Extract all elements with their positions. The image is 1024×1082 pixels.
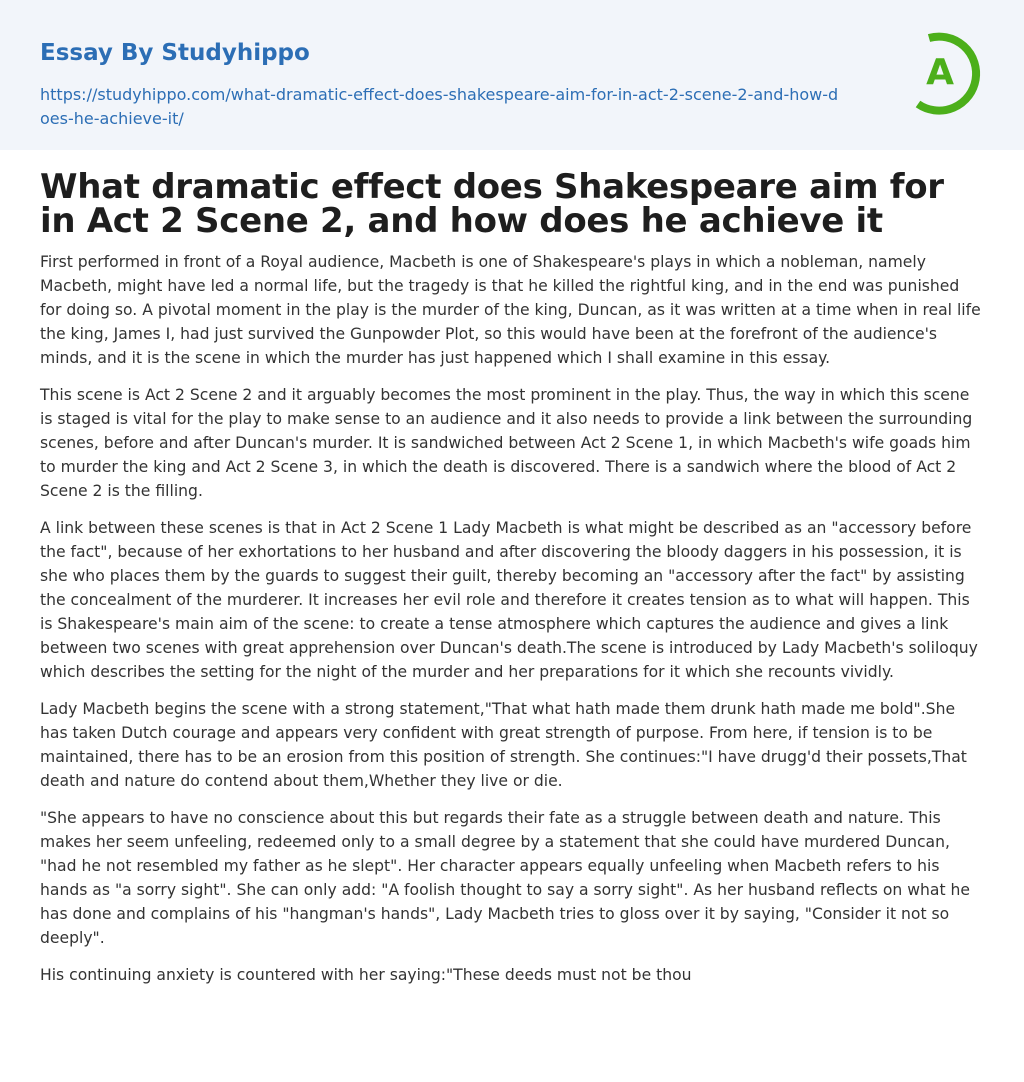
article-paragraph-6: His continuing anxiety is countered with her saying:"These deeds must not be thou — [40, 966, 692, 984]
logo-letter: A — [926, 52, 954, 93]
site-brand[interactable]: Essay By Studyhippo — [40, 40, 310, 66]
article-paragraph-5: "She appears to have no conscience about this but regards their fate as a struggle between death and nature. This makes her seem unfeeling, redeemed only to a small degree by a statement that she could have murdered Duncan, "had he not resembled my father as he slept". Her character appears equally unfeeling when Macbeth refers to his hands as "a sorry sight". She can only add: "A foolish thought to say a sorry sight". As her husband reflects on what he has done and complains of his "hangman's hands", Lady Macbeth tries to gloss over it by saying, "Consider it not so deeply". — [40, 809, 971, 947]
studyhippo-logo-icon[interactable] — [906, 28, 986, 116]
article-paragraph-2: This scene is Act 2 Scene 2 and it arguably becomes the most prominent in the play. Thus, the way in which this scene is staged is vital for the play to make sense to an audience and it also needs to provide a link between the surrounding scenes, before and after Duncan's murder. It is sandwiched between Act 2 Scene 1, in which Macbeth's wife goads him to murder the king and Act 2 Scene 3, in which the death is discovered. There is a sandwich where the blood of Act 2 Scene 2 is the filling. — [40, 386, 973, 500]
article-paragraph-1: First performed in front of a Royal audience, Macbeth is one of Shakespeare's plays in which a nobleman, namely Macbeth, might have led a normal life, but the tragedy is that he killed the rightful king, and in the end was punished for doing so. A pivotal moment in the play is the murder of the king, Duncan, as it was written at a time when in real life the king, James I, had just survived the Gunpowder Plot, so this would have been at the forefront of the audience's minds, and it is the scene in which the murder has just happened which I shall examine in this essay. — [40, 253, 981, 367]
essay-url-link[interactable]: https://studyhippo.com/what-dramatic-effect-does-shakespeare-aim-for-in-act-2-scene-2-and-how-does-he-achieve-it/ — [40, 85, 839, 128]
article-content — [0, 167, 1024, 987]
article-title: What dramatic effect does Shakespeare aim for in Act 2 Scene 2, and how does he achieve it — [40, 167, 944, 241]
article-paragraph-3: A link between these scenes is that in Act 2 Scene 1 Lady Macbeth is what might be described as an "accessory before the fact", because of her exhortations to her husband and after discovering the bloody daggers in his possession, it is she who places them by the guards to suggest their guilt, thereby becoming an "accessory after the fact" by assisting the concealment of the murderer. It increases her evil role and therefore it creates tension as to what will happen. This is Shakespeare's main aim of the scene: to create a tense atmosphere which captures the audience and gives a link between two scenes with great apprehension over Duncan's death.The scene is introduced by Lady Macbeth's soliloquy which describes the setting for the night of the murder and her preparations for it which she recounts vividly. — [40, 519, 978, 681]
article-paragraph-4: Lady Macbeth begins the scene with a strong statement,"That what hath made them drunk hath made me bold".She has taken Dutch courage and appears very confident with great strength of purpose. From here, if tension is to be maintained, there has to be an erosion from this position of strength. She continues:"I have drugg'd their possets,That death and nature do contend about them,Whether they live or die. — [40, 700, 967, 790]
site-header — [0, 0, 1024, 150]
